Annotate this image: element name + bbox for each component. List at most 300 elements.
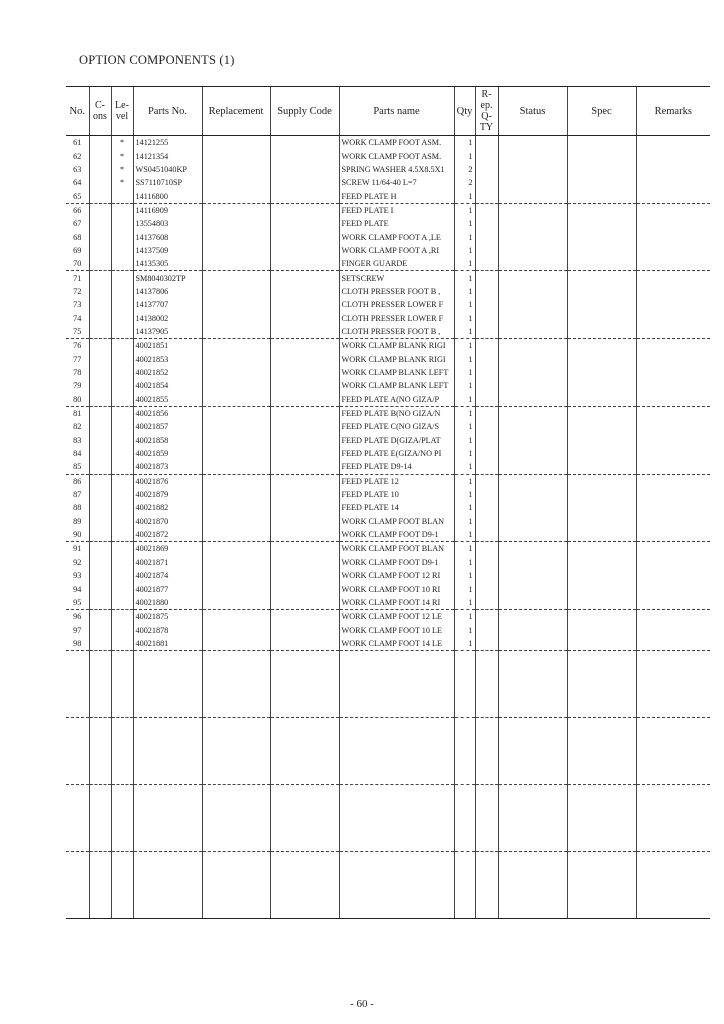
cell-spec	[567, 136, 636, 150]
cell-replacement	[202, 271, 270, 285]
cell-qty: 1	[454, 515, 475, 528]
cell-no: 70	[66, 257, 89, 271]
cell-no: 77	[73, 354, 82, 364]
cell-no: 73	[73, 300, 82, 310]
table-row	[66, 393, 710, 407]
cell-rep-qty	[475, 623, 498, 636]
empty-cell	[66, 651, 89, 718]
cell-cons	[89, 203, 111, 217]
cell-spec	[567, 176, 636, 189]
table-row	[66, 339, 710, 353]
cell-remarks	[636, 393, 710, 407]
cell-rep-qty	[475, 325, 498, 339]
cell-rep-qty	[475, 420, 498, 433]
cell-spec	[567, 189, 636, 203]
cell-spec	[567, 298, 636, 311]
cell-status	[498, 298, 567, 311]
cell-no: 89	[73, 516, 82, 526]
table-row	[66, 298, 710, 311]
cell-no: 65	[66, 189, 89, 203]
cell-remarks	[636, 271, 710, 285]
table-row	[66, 623, 710, 636]
cell-level	[111, 474, 133, 488]
empty-cell	[567, 651, 636, 718]
cell-replacement	[202, 203, 270, 217]
empty-cell	[454, 718, 475, 785]
cell-part-no: SM8040302TP	[133, 271, 202, 285]
empty-cell	[89, 651, 111, 718]
cell-rep-qty	[475, 203, 498, 217]
cell-rep-qty	[475, 569, 498, 582]
cell-status	[498, 488, 567, 501]
cell-cons	[89, 582, 111, 595]
cell-rep-qty	[475, 285, 498, 298]
cell-status	[498, 379, 567, 392]
cell-part-no: 40021856	[133, 406, 202, 420]
cell-replacement	[202, 460, 270, 474]
empty-cell	[66, 718, 89, 785]
cell-supply-code	[270, 488, 339, 501]
cell-status	[498, 434, 567, 447]
cell-parts-name: WORK CLAMP FOOT 14 LE	[339, 637, 454, 651]
empty-cell	[111, 718, 133, 785]
cell-no: 91	[73, 544, 82, 554]
cell-level	[111, 244, 133, 257]
cell-supply-code	[270, 298, 339, 311]
cell-supply-code	[270, 285, 339, 298]
cell-cons	[89, 515, 111, 528]
cell-rep-qty	[475, 596, 498, 610]
cell-qty: 1	[454, 474, 475, 488]
cell-rep-qty	[475, 217, 498, 230]
cell-rep-qty	[475, 610, 498, 624]
empty-cell	[133, 852, 202, 919]
empty-row-block	[66, 852, 710, 919]
cell-remarks	[636, 528, 710, 542]
cell-rep-qty	[475, 406, 498, 420]
cell-spec	[567, 488, 636, 501]
cell-no: 94	[73, 584, 82, 594]
cell-rep-qty	[475, 447, 498, 460]
cell-spec	[567, 515, 636, 528]
cell-supply-code	[270, 501, 339, 514]
empty-cell	[454, 852, 475, 919]
cell-parts-name: WORK CLAMP BLANK RIGI	[339, 353, 454, 366]
empty-cell	[339, 785, 454, 852]
cell-spec	[567, 163, 636, 176]
empty-cell	[202, 651, 270, 718]
cell-rep-qty	[475, 149, 498, 162]
cell-replacement	[202, 285, 270, 298]
table-row	[66, 203, 710, 217]
cell-parts-name: WORK CLAMP BLANK RIGI	[339, 339, 454, 353]
cell-supply-code	[270, 230, 339, 243]
cell-cons	[89, 556, 111, 569]
cell-rep-qty	[475, 542, 498, 556]
empty-cell	[636, 785, 710, 852]
cell-qty: 1	[454, 420, 475, 433]
empty-cell	[498, 718, 567, 785]
cell-part-no: 40021877	[133, 582, 202, 595]
cell-rep-qty	[475, 311, 498, 324]
cell-status	[498, 163, 567, 176]
cell-spec	[567, 203, 636, 217]
cell-remarks	[636, 488, 710, 501]
cell-parts-name: WORK CLAMP FOOT 14 RI	[339, 596, 454, 610]
cell-remarks	[636, 460, 710, 474]
cell-part-no: 40021870	[133, 515, 202, 528]
cell-qty: 1	[454, 501, 475, 514]
cell-remarks	[636, 366, 710, 379]
header-parts-no: Parts No.	[133, 87, 202, 136]
cell-remarks	[636, 149, 710, 162]
cell-supply-code	[270, 257, 339, 271]
cell-parts-name: SETSCREW	[339, 271, 454, 285]
cell-replacement	[202, 257, 270, 271]
cell-part-no: 14137905	[133, 325, 202, 339]
cell-qty: 1	[454, 203, 475, 217]
cell-spec	[567, 434, 636, 447]
table-row	[66, 379, 710, 392]
cell-parts-name: CLOTH PRESSER LOWER F	[339, 311, 454, 324]
cell-parts-name: WORK CLAMP FOOT ASM.	[339, 149, 454, 162]
cell-replacement	[202, 406, 270, 420]
empty-cell	[270, 785, 339, 852]
table-row	[66, 163, 710, 176]
cell-qty: 1	[454, 447, 475, 460]
empty-row-block	[66, 785, 710, 852]
empty-cell	[339, 651, 454, 718]
cell-parts-name: WORK CLAMP FOOT 12 RI	[339, 569, 454, 582]
cell-cons	[89, 623, 111, 636]
cell-level	[111, 610, 133, 624]
cell-parts-name: FEED PLATE B(NO GIZA/N	[339, 406, 454, 420]
cell-part-no: 40021876	[133, 474, 202, 488]
cell-no: 64	[73, 178, 82, 188]
cell-cons	[89, 474, 111, 488]
cell-qty: 1	[454, 217, 475, 230]
cell-cons	[89, 271, 111, 285]
cell-qty: 1	[454, 488, 475, 501]
cell-remarks	[636, 420, 710, 433]
empty-cell	[339, 852, 454, 919]
table-row	[66, 406, 710, 420]
cell-level: *	[111, 136, 133, 150]
parts-table	[66, 86, 710, 919]
cell-parts-name: CLOTH PRESSER LOWER F	[339, 298, 454, 311]
cell-parts-name: WORK CLAMP FOOT ASM.	[339, 136, 454, 150]
cell-rep-qty	[475, 366, 498, 379]
cell-part-no: 40021882	[133, 501, 202, 514]
cell-spec	[567, 556, 636, 569]
cell-no: 88	[73, 503, 82, 513]
cell-rep-qty	[475, 163, 498, 176]
cell-remarks	[636, 623, 710, 636]
cell-level	[111, 434, 133, 447]
table-row	[66, 501, 710, 514]
cell-no: 61	[73, 138, 82, 148]
cell-cons	[89, 176, 111, 189]
cell-supply-code	[270, 136, 339, 150]
cell-part-no: 40021858	[133, 434, 202, 447]
cell-supply-code	[270, 406, 339, 420]
table-row	[66, 176, 710, 189]
cell-qty: 1	[454, 244, 475, 257]
cell-rep-qty	[475, 528, 498, 542]
cell-cons	[89, 339, 111, 353]
cell-qty: 1	[454, 393, 475, 407]
empty-cell	[133, 718, 202, 785]
cell-no: 78	[73, 368, 82, 378]
table-row	[66, 420, 710, 433]
cell-level	[111, 285, 133, 298]
cell-status	[498, 528, 567, 542]
cell-rep-qty	[475, 176, 498, 189]
cell-supply-code	[270, 353, 339, 366]
cell-replacement	[202, 353, 270, 366]
cell-remarks	[636, 569, 710, 582]
cell-level	[111, 515, 133, 528]
cell-cons	[89, 325, 111, 339]
cell-replacement	[202, 136, 270, 150]
cell-remarks	[636, 501, 710, 514]
cell-remarks	[636, 582, 710, 595]
cell-supply-code	[270, 596, 339, 610]
empty-cell	[636, 651, 710, 718]
cell-status	[498, 569, 567, 582]
cell-level	[111, 189, 133, 203]
cell-replacement	[202, 163, 270, 176]
cell-qty: 1	[454, 298, 475, 311]
cell-status	[498, 623, 567, 636]
cell-cons	[89, 136, 111, 150]
cell-part-no: 40021880	[133, 596, 202, 610]
cell-rep-qty	[475, 136, 498, 150]
empty-cell	[89, 718, 111, 785]
cell-no: 63	[73, 164, 82, 174]
cell-parts-name: WORK CLAMP FOOT A ,RI	[339, 244, 454, 257]
cell-spec	[567, 325, 636, 339]
cell-parts-name: WORK CLAMP FOOT D9-1	[339, 556, 454, 569]
cell-no: 69	[73, 245, 82, 255]
cell-replacement	[202, 244, 270, 257]
table-row	[66, 556, 710, 569]
cell-supply-code	[270, 637, 339, 651]
empty-cell	[270, 852, 339, 919]
empty-cell	[202, 718, 270, 785]
empty-cell	[111, 651, 133, 718]
cell-replacement	[202, 488, 270, 501]
cell-qty: 1	[454, 366, 475, 379]
cell-cons	[89, 366, 111, 379]
cell-level	[111, 420, 133, 433]
cell-no: 66	[73, 205, 82, 215]
cell-remarks	[636, 298, 710, 311]
table-row	[66, 257, 710, 271]
cell-remarks	[636, 285, 710, 298]
table-row	[66, 528, 710, 542]
cell-spec	[567, 311, 636, 324]
cell-cons	[89, 542, 111, 556]
cell-parts-name: FINGER GUARDE	[339, 257, 454, 271]
cell-no: 86	[73, 476, 82, 486]
cell-rep-qty	[475, 488, 498, 501]
cell-cons	[89, 244, 111, 257]
cell-no: 80	[66, 393, 89, 407]
cell-remarks	[636, 230, 710, 243]
cell-level	[111, 339, 133, 353]
cell-no: 96	[73, 612, 82, 622]
cell-supply-code	[270, 217, 339, 230]
cell-qty: 1	[454, 149, 475, 162]
cell-remarks	[636, 311, 710, 324]
cell-part-no: 14135305	[133, 257, 202, 271]
cell-qty: 1	[454, 230, 475, 243]
header-no: No.	[66, 87, 89, 136]
cell-remarks	[636, 176, 710, 189]
cell-no: 71	[73, 273, 82, 283]
cell-no: 95	[66, 596, 89, 610]
cell-qty: 1	[454, 257, 475, 271]
cell-level: *	[111, 163, 133, 176]
cell-level	[111, 569, 133, 582]
cell-qty: 2	[454, 176, 475, 189]
cell-level	[111, 325, 133, 339]
cell-replacement	[202, 311, 270, 324]
empty-cell	[66, 852, 89, 919]
table-row	[66, 515, 710, 528]
cell-supply-code	[270, 244, 339, 257]
cell-rep-qty	[475, 271, 498, 285]
cell-level	[111, 556, 133, 569]
cell-cons	[89, 298, 111, 311]
cell-parts-name: SPRING WASHER 4.5X8.5X1	[339, 163, 454, 176]
cell-remarks	[636, 474, 710, 488]
cell-rep-qty	[475, 230, 498, 243]
cell-spec	[567, 393, 636, 407]
cell-part-no: 40021859	[133, 447, 202, 460]
cell-replacement	[202, 379, 270, 392]
cell-remarks	[636, 244, 710, 257]
empty-cell	[111, 785, 133, 852]
table-row	[66, 271, 710, 285]
cell-replacement	[202, 623, 270, 636]
header-supply-code: Supply Code	[270, 87, 339, 136]
cell-parts-name: FEED PLATE D(GIZA/PLAT	[339, 434, 454, 447]
cell-status	[498, 244, 567, 257]
cell-parts-name: WORK CLAMP FOOT D9-1	[339, 528, 454, 542]
empty-cell	[636, 718, 710, 785]
cell-part-no: 40021869	[133, 542, 202, 556]
cell-rep-qty	[475, 257, 498, 271]
cell-status	[498, 515, 567, 528]
cell-parts-name: FEED PLATE C(NO GIZA/S	[339, 420, 454, 433]
cell-level	[111, 406, 133, 420]
cell-no: 83	[73, 435, 82, 445]
cell-replacement	[202, 515, 270, 528]
cell-rep-qty	[475, 460, 498, 474]
cell-supply-code	[270, 447, 339, 460]
cell-spec	[567, 230, 636, 243]
cell-no: 82	[73, 422, 82, 432]
cell-status	[498, 637, 567, 651]
header-qty: Qty	[454, 87, 475, 136]
cell-supply-code	[270, 379, 339, 392]
cell-qty: 1	[454, 325, 475, 339]
cell-qty: 1	[454, 460, 475, 474]
table-row	[66, 325, 710, 339]
cell-remarks	[636, 325, 710, 339]
cell-status	[498, 393, 567, 407]
cell-parts-name: WORK CLAMP BLANK LEFT	[339, 366, 454, 379]
cell-no: 62	[73, 151, 82, 161]
cell-supply-code	[270, 325, 339, 339]
cell-spec	[567, 420, 636, 433]
cell-parts-name: WORK CLAMP FOOT 12 LE	[339, 610, 454, 624]
cell-parts-name: FEED PLATE A(NO GIZA/P	[339, 393, 454, 407]
table-row	[66, 488, 710, 501]
cell-part-no: 40021875	[133, 610, 202, 624]
empty-cell	[567, 785, 636, 852]
empty-cell	[567, 852, 636, 919]
empty-cell	[270, 651, 339, 718]
cell-parts-name: WORK CLAMP BLANK LEFT	[339, 379, 454, 392]
header-cons: C- ons	[89, 87, 111, 136]
cell-no: 76	[73, 341, 82, 351]
cell-parts-name: FEED PLATE 12	[339, 474, 454, 488]
cell-spec	[567, 582, 636, 595]
cell-status	[498, 136, 567, 150]
cell-qty: 1	[454, 285, 475, 298]
cell-qty: 1	[454, 610, 475, 624]
cell-level	[111, 203, 133, 217]
cell-qty: 1	[454, 582, 475, 595]
cell-level	[111, 596, 133, 610]
cell-parts-name: WORK CLAMP FOOT 10 RI	[339, 582, 454, 595]
cell-replacement	[202, 582, 270, 595]
cell-parts-name: WORK CLAMP FOOT A ,LE	[339, 230, 454, 243]
header-spec: Spec	[567, 87, 636, 136]
cell-replacement	[202, 447, 270, 460]
table-row	[66, 311, 710, 324]
table-row	[66, 217, 710, 230]
cell-part-no: WS0451040KP	[133, 163, 202, 176]
cell-supply-code	[270, 176, 339, 189]
cell-cons	[89, 379, 111, 392]
cell-spec	[567, 447, 636, 460]
table-row	[66, 474, 710, 488]
cell-rep-qty	[475, 582, 498, 595]
empty-row-block	[66, 651, 710, 718]
cell-part-no: 14137806	[133, 285, 202, 298]
cell-cons	[89, 460, 111, 474]
cell-qty: 1	[454, 569, 475, 582]
cell-remarks	[636, 515, 710, 528]
cell-spec	[567, 339, 636, 353]
cell-status	[498, 596, 567, 610]
cell-level	[111, 488, 133, 501]
cell-qty: 1	[454, 353, 475, 366]
cell-cons	[89, 610, 111, 624]
cell-replacement	[202, 528, 270, 542]
table-row	[66, 447, 710, 460]
cell-cons	[89, 257, 111, 271]
empty-cell	[89, 852, 111, 919]
cell-no: 92	[73, 557, 82, 567]
cell-spec	[567, 596, 636, 610]
table-row	[66, 434, 710, 447]
cell-part-no: 40021881	[133, 637, 202, 651]
